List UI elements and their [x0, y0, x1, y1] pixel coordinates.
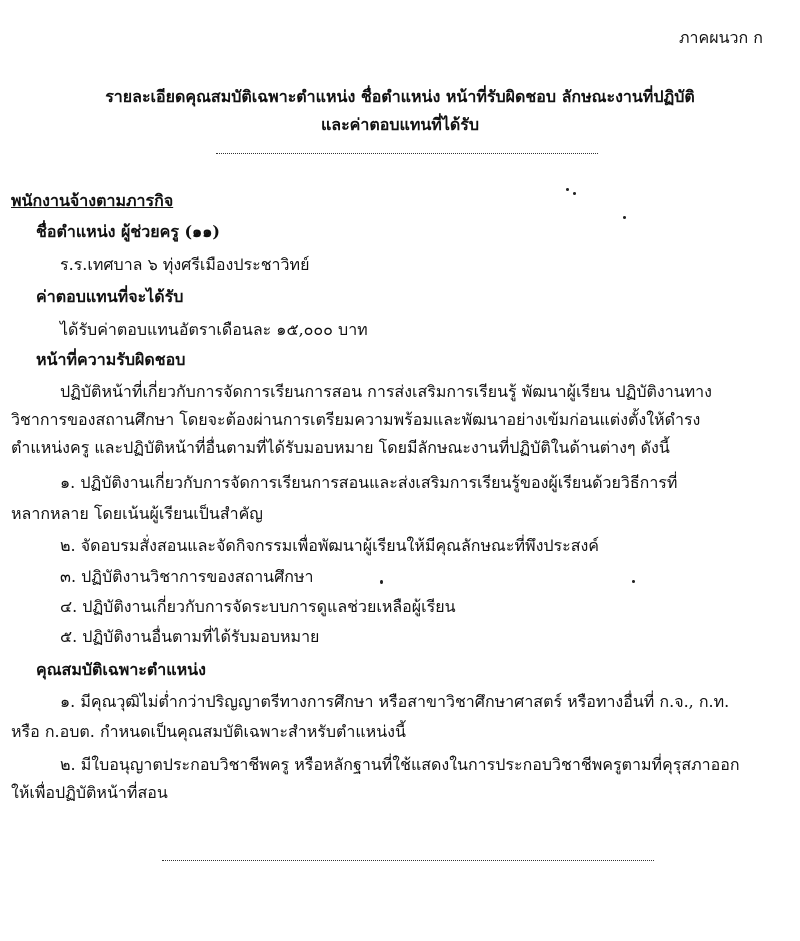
footer-separator: [162, 860, 654, 861]
document-title-line2: และค่าตอบแทนที่ได้รับ: [320, 115, 480, 134]
duty-item: ๑. ปฏิบัติงานเกี่ยวกับการจัดการเรียนการสอนและส่งเสริมการเรียนรู้ของผู้เรียนด้วยวิธีการที่: [60, 473, 678, 492]
annex-label: ภาคผนวก ก: [679, 28, 763, 47]
compensation-heading: ค่าตอบแทนที่จะได้รับ: [36, 287, 184, 306]
school-name: ร.ร.เทศบาล ๖ ทุ่งศรีเมืองประชาวิทย์: [60, 255, 310, 274]
qualification-line: ๒. มีใบอนุญาตประกอบวิชาชีพครู หรือหลักฐานที่ใช้แสดงในการประกอบวิชาชีพครูตามที่คุรุสภาออก: [60, 755, 740, 774]
scan-speck: [623, 216, 626, 219]
position-heading: ชื่อตำแหน่ง ผู้ช่วยครู (๑๑): [36, 222, 220, 241]
qualification-line: ให้เพื่อปฏิบัติหน้าที่สอน: [11, 783, 168, 802]
scan-speck: [573, 192, 576, 195]
duty-item: ๒. จัดอบรมสั่งสอนและจัดกิจกรรมเพื่อพัฒนาผู้เรียนให้มีคุณลักษณะที่พึงประสงค์: [60, 536, 599, 555]
duties-intro-line: ตำแหน่งครู และปฏิบัติหน้าที่อื่นตามที่ได้รับมอบหมาย โดยมีลักษณะงานที่ปฏิบัติในด้านต่างๆ ดังนี้: [11, 438, 670, 457]
scan-speck: [566, 188, 569, 191]
duty-item: ๓. ปฏิบัติงานวิชาการของสถานศึกษา: [60, 567, 314, 586]
duty-item: ๕. ปฏิบัติงานอื่นตามที่ได้รับมอบหมาย: [60, 627, 320, 646]
qualification-line: ๑. มีคุณวุฒิไม่ต่ำกว่าปริญญาตรีทางการศึกษา หรือสาขาวิชาศึกษาศาสตร์ หรือทางอื่นที่ ก.จ., ก.ท.: [60, 692, 730, 711]
duties-heading: หน้าที่ความรับผิดชอบ: [36, 350, 186, 369]
duties-intro-line: วิชาการของสถานศึกษา โดยจะต้องผ่านการเตรียมความพร้อมและพัฒนาอย่างเข้มก่อนแต่งตั้งให้ดำรง: [11, 410, 701, 429]
duties-intro-line: ปฏิบัติหน้าที่เกี่ยวกับการจัดการเรียนการสอน การส่งเสริมการเรียนรู้ พัฒนาผู้เรียน ปฏิบัติงานทาง: [60, 382, 712, 401]
compensation-text: ได้รับค่าตอบแทนอัตราเดือนละ ๑๕,๐๐๐ บาท: [60, 320, 368, 339]
document-title-line1: รายละเอียดคุณสมบัติเฉพาะตำแหน่ง ชื่อตำแหน่ง หน้าที่รับผิดชอบ ลักษณะงานที่ปฏิบัติ: [105, 87, 695, 106]
scan-speck: [632, 580, 635, 583]
scan-speck: [380, 580, 383, 584]
category-heading: พนักงานจ้างตามภารกิจ: [11, 191, 174, 210]
qualification-line: หรือ ก.อบต. กำหนดเป็นคุณสมบัติเฉพาะสำหรับตำแหน่งนี้: [11, 722, 406, 741]
qualifications-heading: คุณสมบัติเฉพาะตำแหน่ง: [36, 660, 206, 679]
duty-item: ๔. ปฏิบัติงานเกี่ยวกับการจัดระบบการดูแลช่วยเหลือผู้เรียน: [60, 597, 456, 616]
duty-item-continuation: หลากหลาย โดยเน้นผู้เรียนเป็นสำคัญ: [11, 504, 263, 523]
title-separator: [216, 153, 598, 154]
